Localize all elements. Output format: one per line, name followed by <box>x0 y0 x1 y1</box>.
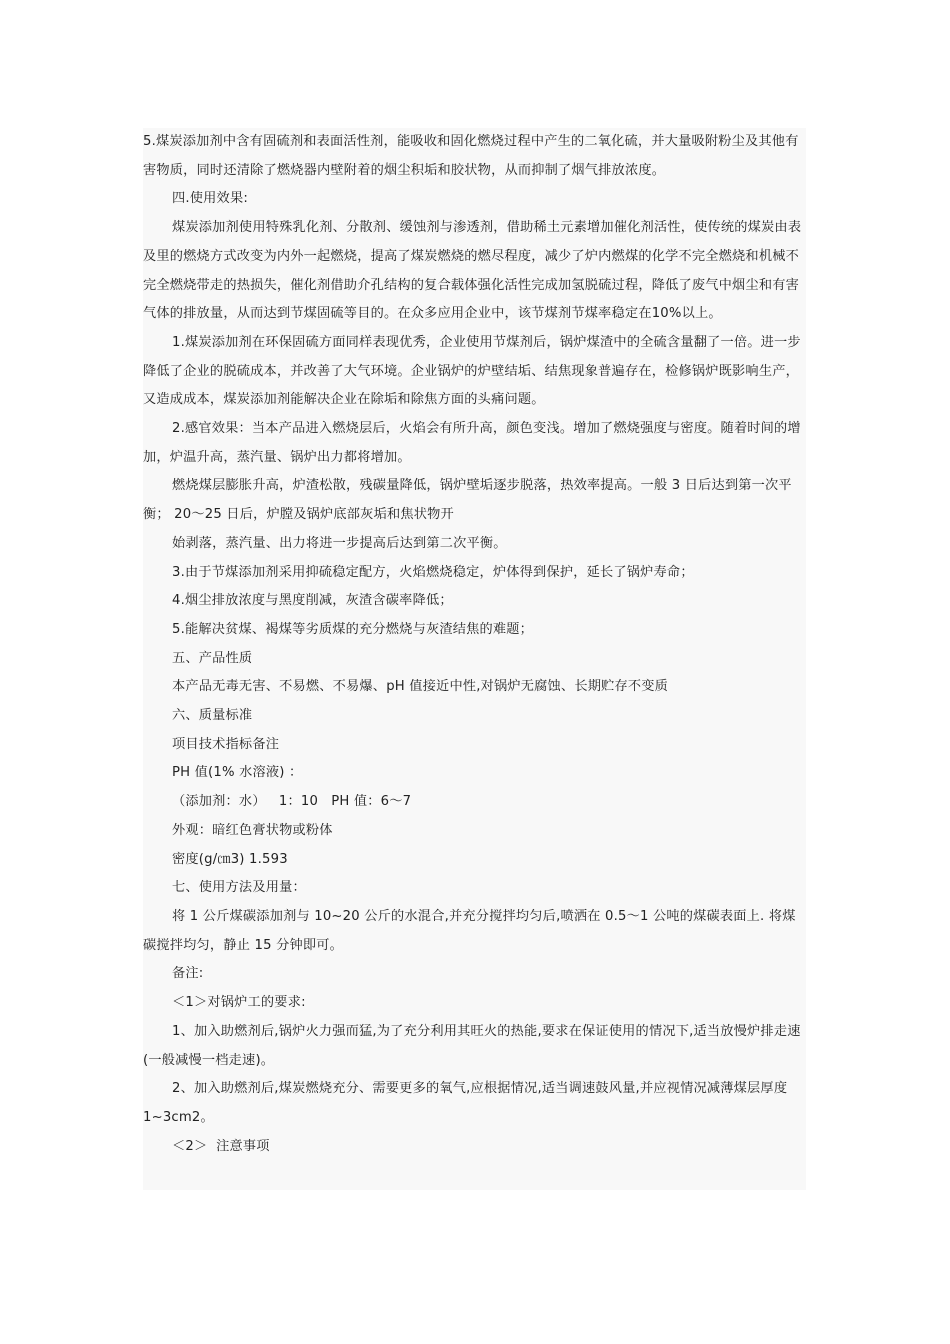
paragraph-usage-method: 将 1 公斤煤碳添加剂与 10~20 公斤的水混合,并充分搅拌均匀后,喷洒在 0.5～1 公吨的煤碳表面上. 将煤碳搅拌均匀，静止 15 分钟即可。 <box>143 908 796 953</box>
document-text-block <box>143 128 806 1190</box>
heading-quality-standard: 六、质量标准 <box>172 708 253 724</box>
paragraph-effect-5: 5.能解决贫煤、褐煤等劣质煤的充分燃烧与灰渣结焦的难题； <box>172 621 534 637</box>
heading-notes: 备注: <box>172 966 204 982</box>
paragraph-additive-function: 5.煤炭添加剂中含有固硫剂和表面活性剂，能吸收和固化燃烧过程中产生的二氧化硫，并大量吸附粉尘及其他有害物质，同时还清除了燃烧器内壁附着的烟尘积垢和胶状物，从而抑制了烟气排放浓度。 <box>143 134 799 178</box>
paragraph-effect-4: 4.烟尘排放浓度与黑度削减，灰渣含碳率降低； <box>172 593 453 609</box>
paragraph-requirement-1: 1、加入助燃剂后,锅炉火力强而猛,为了充分利用其旺火的热能,要求在保证使用的情况下,适当放慢炉排走速(一般减慢一档走速)。 <box>143 1023 801 1068</box>
quality-ph-value: （添加剂：水） 1：10 PH 值：6～7 <box>172 794 412 810</box>
heading-usage-effect: 四.使用效果: <box>172 191 248 207</box>
paragraph-effect-2-balance: 始剥落，蒸汽量、出力将进一步提高后达到第二次平衡。 <box>172 535 507 551</box>
heading-boiler-worker-requirements: ＜1＞对锅炉工的要求: <box>172 995 306 1011</box>
heading-product-properties: 五、产品性质 <box>172 650 253 666</box>
paragraph-effect-2: 2.感官效果：当本产品进入燃烧层后，火焰会有所升高，颜色变浅。增加了燃烧强度与密度。随着时间的增加，炉温升高，蒸汽量、锅炉出力都将增加。 <box>143 421 801 465</box>
paragraph-usage-effect: 煤炭添加剂使用特殊乳化剂、分散剂、缓蚀剂与渗透剂，借助稀土元素增加催化剂活性，使传统的煤炭由表及里的燃烧方式改变为内外一起燃烧，提高了煤炭燃烧的燃尽程度，减少了炉内燃煤的化学不完全燃烧和机械不完全燃烧带走的热损失，催化剂借助介孔结构的复合载体强化活性完成加氢脱硫过程，降低了废气中烟尘和有害气体的排放量，从而达到节煤固硫等目的。在众多应用企业中，该节煤剂节煤率稳定在10%以上。 <box>143 220 802 322</box>
quality-table-header: 项目技术指标备注 <box>172 736 280 752</box>
paragraph-product-properties: 本产品无毒无害、不易燃、不易爆、pH 值接近中性,对锅炉无腐蚀、长期贮存不变质 <box>172 679 669 695</box>
paragraph-effect-3: 3.由于节煤添加剂采用抑硫稳定配方，火焰燃烧稳定，炉体得到保护，延长了锅炉寿命； <box>172 564 694 580</box>
paragraph-requirement-2: 2、加入助燃剂后,煤炭燃烧充分、需要更多的氧气,应根据情况,适当调速鼓风量,并应视情况减薄煤层厚度 1~3cm2。 <box>143 1081 788 1125</box>
quality-ph-label: PH 值(1% 水溶液) ： <box>172 765 303 781</box>
quality-appearance: 外观：暗红色膏状物或粉体 <box>172 822 333 838</box>
quality-density: 密度(g/㎝3) 1.593 <box>172 851 288 867</box>
paragraph-effect-2-cont: 燃烧煤层膨胀升高，炉渣松散，残碳量降低，锅炉壁垢逐步脱落，热效率提高。一般 3 日后达到第一次平衡； 20～25 日后，炉膛及锅炉底部灰垢和焦状物开 <box>143 478 792 523</box>
heading-usage-method: 七、使用方法及用量： <box>172 880 306 896</box>
paragraph-effect-1: 1.煤炭添加剂在环保固硫方面同样表现优秀，企业使用节煤剂后，锅炉煤渣中的全硫含量翻了一倍。进一步降低了企业的脱硫成本，并改善了大气环境。企业锅炉的炉壁结垢、结焦现象普遍存在，检修锅炉既影响生产，又造成成本，煤炭添加剂能解决企业在除垢和除焦方面的头痛问题。 <box>143 334 801 408</box>
heading-precautions: ＜2＞ 注意事项 <box>172 1138 270 1154</box>
